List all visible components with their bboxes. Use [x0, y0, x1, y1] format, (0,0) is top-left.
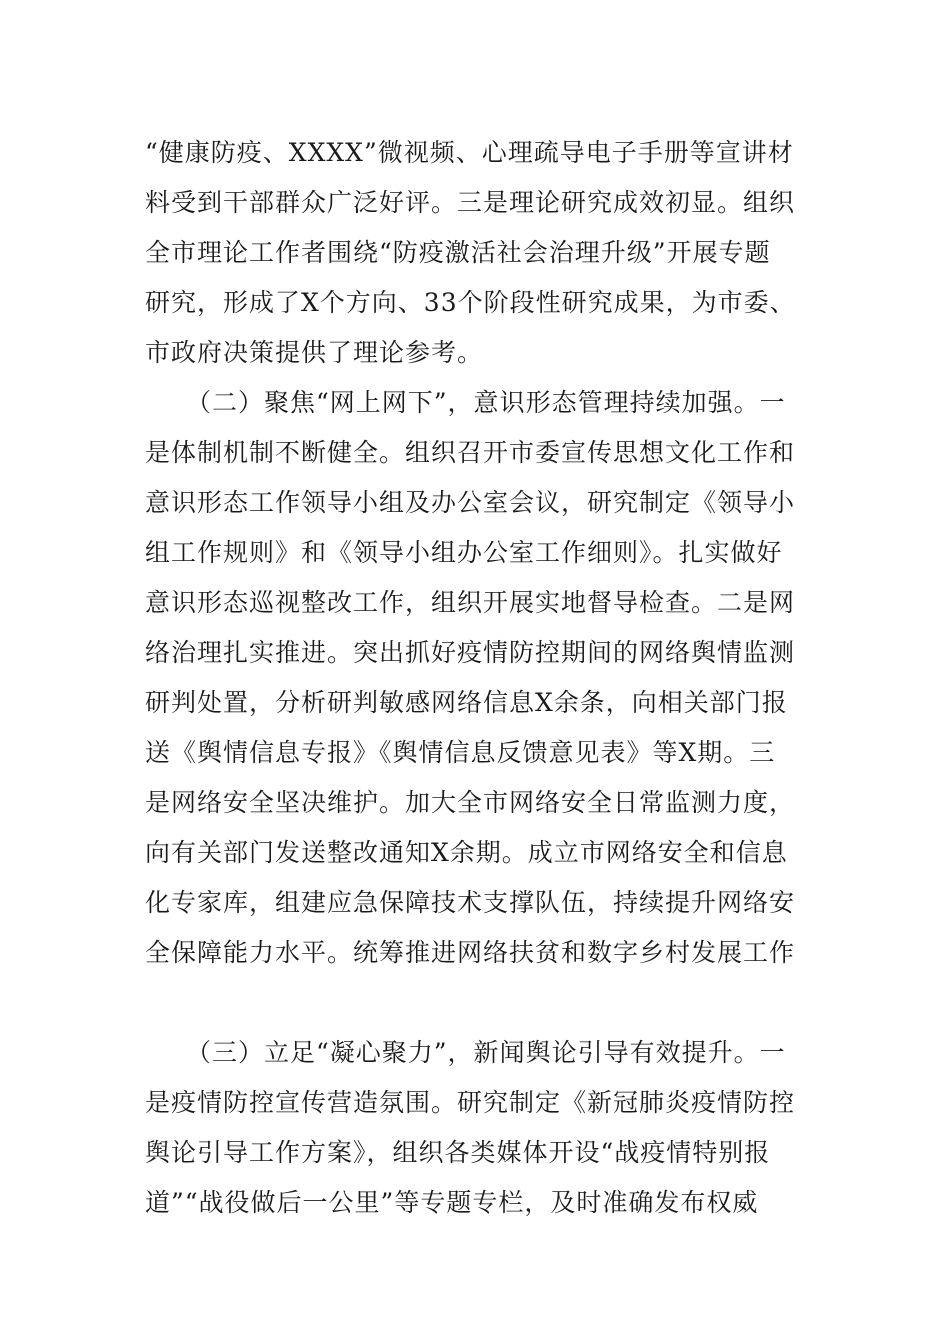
text-line: 意识形态巡视整改工作，组织开展实地督导检查。二是网 — [145, 588, 796, 617]
text-line: 是体制机制不断健全。组织召开市委宣传思想文化工作和 — [145, 438, 796, 467]
text-line: 研判处置，分析研判敏感网络信息X余条，向相关部门报 — [145, 688, 788, 717]
text-line: 组工作规则》和《领导小组办公室工作细则》。扎实做好 — [145, 538, 783, 567]
text-line: （三）立足“凝心聚力”，新闻舆论引导有效提升。一 — [186, 1038, 786, 1067]
text-line: 全保障能力水平。统筹推进网络扶贫和数字乡村发展工作 — [145, 938, 796, 967]
text-line: 送《舆情信息专报》《舆情信息反馈意见表》等X期。三 — [145, 738, 776, 767]
text-line: “健康防疫、XXXX”微视频、心理疏导电子手册等宣讲材 — [145, 138, 794, 167]
text-line: 是疫情防控宣传营造氛围。研究制定《新冠肺炎疫情防控 — [145, 1088, 796, 1117]
text-line: 络治理扎实推进。突出抓好疫情防控期间的网络舆情监测 — [145, 638, 796, 667]
text-line: 化专家库，组建应急保障技术支撑队伍，持续提升网络安 — [145, 888, 796, 917]
text-line: 全市理论工作者围绕“防疫激活社会治理升级”开展专题 — [145, 238, 771, 267]
text-line: 研究，形成了X个方向、33个阶段性研究成果，为市委、 — [145, 288, 796, 317]
text-line: 料受到干部群众广泛好评。三是理论研究成效初显。组织 — [145, 188, 796, 217]
text-line: 舆论引导工作方案》，组织各类媒体开设“战疫情特别报 — [145, 1138, 771, 1167]
text-line: 是网络安全坚决维护。加大全市网络安全日常监测力度， — [145, 788, 796, 817]
text-line: （二）聚焦“网上网下”，意识形态管理持续加强。一 — [186, 388, 786, 417]
text-line: 道”“战役做后一公里”等专题专栏，及时准确发布权威 — [145, 1188, 759, 1217]
text-line: 意识形态工作领导小组及办公室会议，研究制定《领导小 — [145, 488, 796, 517]
text-line: 市政府决策提供了理论参考。 — [145, 338, 484, 367]
text-line: 向有关部门发送整改通知X余期。成立市网络安全和信息 — [145, 838, 788, 867]
